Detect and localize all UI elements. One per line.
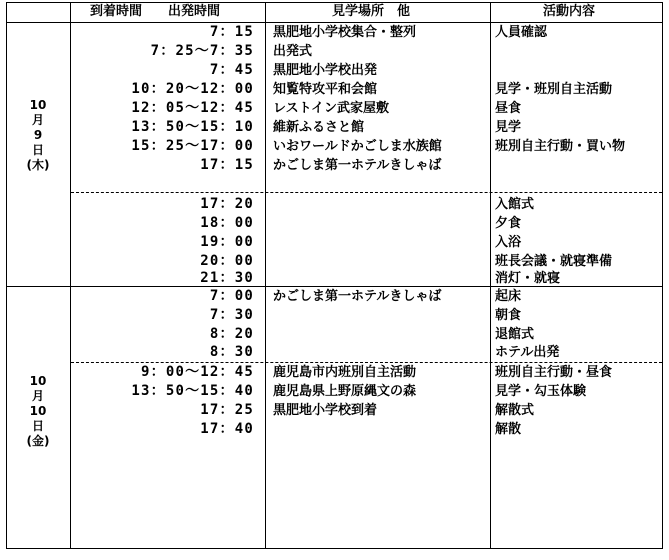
day1-row1-place: 黒肥地小学校集合・整列 (273, 25, 417, 40)
day1-date: 9 (33, 128, 43, 142)
table-border-right (662, 2, 663, 549)
day1-evening3-activity: 入浴 (495, 235, 522, 250)
day1-weekday: (木) (26, 158, 50, 172)
day2-row1-activity: 起床 (495, 289, 522, 304)
day2-afternoon2-time: 13：50～15：40 (131, 383, 254, 399)
day2-afternoon3-place: 黒肥地小学校到着 (273, 403, 378, 418)
day1-evening5-activity: 消灯・就寝 (495, 271, 561, 286)
day1-row4-place: 知覧特攻平和会館 (273, 82, 378, 97)
day1-row6-activity: 見学 (495, 120, 522, 135)
itinerary-table (6, 2, 663, 549)
day2-date: 10 (29, 404, 47, 418)
day1-row3-time: 7：45 (209, 62, 254, 78)
day1-row5-time: 12：05～12：45 (131, 100, 254, 116)
day1-month: 10 (29, 98, 47, 112)
day2-row2-time: 7：30 (209, 307, 254, 323)
day2-month-kanji: 月 (31, 389, 44, 403)
day2-afternoon1-time: 9：00～12：45 (140, 364, 254, 380)
column-divider-1 (70, 2, 71, 549)
day1-label (6, 98, 70, 173)
day2-afternoon1-activity: 班別自主行動・昼食 (495, 365, 613, 380)
day1-row4-time: 10：20～12：00 (131, 81, 254, 97)
day2-afternoon2-activity: 見学・勾玉体験 (495, 384, 587, 399)
column-divider-2 (265, 2, 266, 549)
day2-row4-time: 8：30 (209, 344, 254, 360)
day1-row6-place: 維新ふるさと館 (273, 120, 365, 135)
day2-row1-time: 7：00 (209, 288, 254, 304)
day2-afternoon2-place: 鹿児島県上野原縄文の森 (273, 384, 417, 399)
day1-row1-activity: 人員確認 (495, 25, 548, 40)
day2-month: 10 (29, 374, 47, 388)
day2-label (6, 374, 70, 449)
day2-afternoon4-time: 17：40 (200, 421, 254, 437)
day2-afternoon3-time: 17：25 (200, 402, 254, 418)
day1-evening2-time: 18：00 (200, 215, 254, 231)
day2-afternoon1-place: 鹿児島市内班別自主活動 (273, 365, 417, 380)
day1-row7-activity: 班別自主行動・買い物 (495, 139, 626, 154)
day1-evening3-time: 19：00 (200, 234, 254, 250)
day1-day-kanji: 日 (31, 143, 44, 157)
day1-evening4-time: 20：00 (200, 253, 254, 269)
day2-afternoon3-activity: 解散式 (495, 403, 535, 418)
day2-day-kanji: 日 (31, 419, 44, 433)
day1-row2-place: 出発式 (273, 44, 313, 59)
day1-evening1-activity: 入館式 (495, 197, 535, 212)
header-times: 到着時間 出発時間 (90, 4, 221, 19)
table-border-left (6, 2, 7, 549)
day2-row3-time: 8：20 (209, 326, 254, 342)
table-border-bottom (6, 548, 663, 549)
day1-row2-time: 7：25～7：35 (150, 43, 254, 59)
day2-weekday: (金) (26, 434, 50, 448)
day1-row8-place: かごしま第一ホテルきしゃば (273, 158, 442, 173)
day2-afternoon4-activity: 解散 (495, 422, 522, 437)
day1-row5-activity: 昼食 (495, 101, 522, 116)
day2-row2-activity: 朝食 (495, 308, 522, 323)
day1-evening1-time: 17：20 (200, 196, 254, 212)
day1-evening2-activity: 夕食 (495, 216, 522, 231)
day1-evening5-time: 21：30 (200, 270, 254, 286)
day2-row1-place: かごしま第一ホテルきしゃば (273, 289, 442, 304)
day1-row8-time: 17：15 (200, 157, 254, 173)
day1-row4-activity: 見学・班別自主活動 (495, 82, 613, 97)
day1-month-kanji: 月 (31, 113, 44, 127)
header-activities: 活動内容 (543, 4, 596, 19)
day1-row7-time: 15：25～17：00 (131, 138, 254, 154)
day2-row4-activity: ホテル出発 (495, 345, 560, 360)
day1-evening4-activity: 班長会議・就寝準備 (495, 254, 613, 269)
day1-row1-time: 7：15 (209, 24, 254, 40)
day1-row5-place: レストイン武家屋敷 (273, 101, 389, 116)
day2-row3-activity: 退館式 (495, 327, 535, 342)
day1-dashed-divider (71, 192, 662, 193)
day1-row6-time: 13：50～15：10 (131, 119, 254, 135)
day1-row3-place: 黒肥地小学校出発 (273, 63, 378, 78)
header-places: 見学場所 他 (332, 4, 411, 19)
day1-row7-place: いおワールドかごしま水族館 (273, 139, 442, 154)
